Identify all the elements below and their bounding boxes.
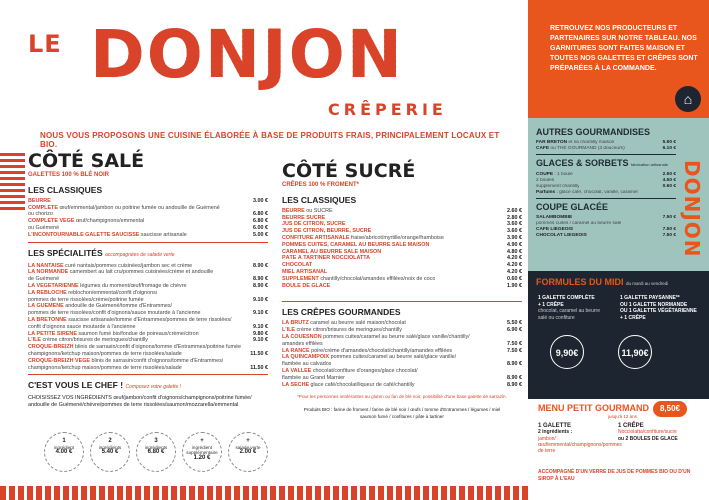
menu-item: pommes cuites / caramel au beurre salé <box>536 221 622 226</box>
glaces-list <box>536 172 676 196</box>
desserts-inner <box>536 124 676 239</box>
price-circle: 3 ingrédients 6.80 € <box>136 432 176 472</box>
formule-1: 1 GALETTE COMPLÈTE + 1 CRÊPE chocolat, caramel au beurre salé ou confiture <box>538 295 600 321</box>
coupe-title: COUPE GLACÉE <box>536 202 609 212</box>
menu-item: LA VALLÉE chocolat/confiture d'oranges/glace chocolat/ <box>282 367 418 374</box>
chef-title: C'EST VOUS LE CHEF ! Composez votre galette ! <box>28 380 182 391</box>
sale-specialites-list <box>28 263 268 372</box>
menu-item: COUPE : 1 boule 2.50 € <box>536 172 676 177</box>
menu-item: JUS DE CITRON, BEURRE, SUCRE 3.60 € <box>282 228 522 235</box>
chef-line-1: CHOISISSEZ VOS INGRÉDIENTS œuf/jambon/confit d'oignons/champignons/poitrine fumée/ <box>28 395 252 402</box>
menu-item: LA SÉCHE glace café/chocolat/liqueur de café/chantilly 8.90 € <box>282 381 522 388</box>
menu-item: JUS DE CITRON, SUCRE 3.60 € <box>282 221 522 228</box>
intro-text: NOUS VOUS PROPOSONS UNE CUISINE ÉLABORÉE À BASE DE PRODUITS FRAIS, PRINCIPALEMENT LOCAUX ET BIO. <box>40 131 500 149</box>
menu-item: CONFITURE ARTISANALE fraise/abricot/myrtille/orange/framboise 3.90 € <box>282 234 522 241</box>
promo-panel <box>528 0 709 118</box>
autres-title: AUTRES GOURMANDISES <box>536 127 651 137</box>
menu-item: LA QUINCAMPOIX pommes cuites/caramel au beurre salé/glace vanille/ <box>282 354 457 361</box>
formules-panel <box>528 271 709 399</box>
menu-item: L'ÎLE crème citron/brisures de meringues/chantilly 6.90 € <box>282 327 522 334</box>
promo-text: RETROUVEZ NOS PRODUCTEURS ET PARTENAIRES SUR NOTRE TABLEAU. NOS GARNITURES SONT FAITES MAISON ET TOUTES NOS GALETTES ET CRÊPES SONT PRÉPARÉES À LA COMMANDE. <box>550 25 698 72</box>
glaces-title: GLACES & SORBETS fabrication artisanale <box>536 158 668 168</box>
gluten-note: *Pour les personnes intolérantes au gluten ou fan de blé noir, possibilité d'une base galette de sarrazin. <box>297 394 507 400</box>
menu-item: LA RANCE poire/crème d'amandes/chocolat/chantilly/amandes effilées 7.50 € <box>282 347 522 354</box>
menu-item: LA REBLOCHE reblochon/emmental/confit d'oignons/ <box>28 289 158 296</box>
menu-item: COMPLÈTE VÉGÉ œuf/champignons/emmental 6.80 € <box>28 218 268 225</box>
formule-1-price: 9,90€ <box>550 335 584 369</box>
logo-le: LE <box>28 30 62 58</box>
menu-item: champignons/ketchup maison/pommes de terre rissolées/salade 11.50 € <box>28 350 268 357</box>
menu-item: LA NANTAISE curé nantais/pommes cuisinées/jambon sec et crème 8.90 € <box>28 262 268 269</box>
menu-item: POMMES CUITES, CARAMEL AU BEURRE SALÉ MAISON 4.90 € <box>282 241 522 248</box>
sucre-gourmandes-list <box>282 320 522 388</box>
sucre-gourmandes-title: LES CRÊPES GOURMANDES <box>282 307 401 318</box>
divider <box>536 154 676 155</box>
sucre-column <box>282 160 522 421</box>
menu-item: LA BRETONNE saucisse artisanale/tomme d'Entrammes/pommes de terre rissolées/ <box>28 316 232 323</box>
sale-specialites-title: LES SPÉCIALITÉS accompagnées de salade verte <box>28 247 175 258</box>
price-circle: 2 ingrédients 5.40 € <box>90 432 130 472</box>
menu-item: CAFÉ LIÉGEOIS 7.50 € <box>536 227 676 232</box>
sucre-classiques-list <box>282 208 522 290</box>
menu-item: SUPPLÉMENT chantilly/chocolat/amandes effilées/noix de coco 0.60 € <box>282 275 522 282</box>
menu-item: FAR BRETON et sa chantilly maison 5.90 € <box>536 140 676 145</box>
menu-item: flambée au calvados 8.90 € <box>282 361 522 368</box>
menu-item: LA VÉGÉTARIENNE légumes du moment/œuf/fromage de chèvre 8.90 € <box>28 282 268 289</box>
sucre-tag: CRÊPES 100 % FROMENT* <box>282 182 360 188</box>
menu-item: BEURRE SUCRE 2.80 € <box>282 214 522 221</box>
divider <box>28 374 268 375</box>
price-circle: 1 ingrédient 4.00 € <box>44 432 84 472</box>
menu-item: flambée au Grand Marnier 8.90 € <box>282 374 522 381</box>
menu-item: L'ÎLE crème citron/brisures de meringues/chantilly 9.10 € <box>28 337 268 344</box>
menu-item: LA NORMANDE camembert au lait cru/pommes cuisinées/crème et andouille <box>28 269 214 276</box>
menu-item: CHOCOLAT LIÉGEOIS 7.50 € <box>536 233 676 238</box>
sale-classiques-list <box>28 198 268 239</box>
menu-item: BEURRE 3.00 € <box>28 197 268 204</box>
menu-item: champignons/ketchup maison/pommes de terre rissolées/salade 11.50 € <box>28 364 268 371</box>
decor-stripes-bottom <box>0 486 530 500</box>
autres-list <box>536 140 676 152</box>
coupe-list <box>536 215 676 239</box>
mpg-age: jusqu'à 12 ans <box>608 414 637 419</box>
divider <box>28 242 268 243</box>
mpg-crepe: 1 CRÊPE Nocciolatta/confiture/sucre ou 2 BOULES DE GLACE <box>618 423 678 442</box>
sale-classiques-title: LES CLASSIQUES <box>28 184 103 195</box>
formule-2: 1 GALETTE PAYSANNE** OU 1 GALETTE NORMANDE OU 1 GALETTE VÉGÉTARIENNE + 1 CRÊPE <box>620 295 697 321</box>
sucre-classiques-title: LES CLASSIQUES <box>282 194 357 205</box>
decor-stripes-left <box>0 150 25 210</box>
menu-item: LA GUÉMENÉ andouille de Guémené/tomme d'Entrammes/ <box>28 303 173 310</box>
menu-item: Parfums : glace café, chocolat, vanille, caramel <box>536 190 638 195</box>
chef-price-circles <box>44 432 268 472</box>
house-icon: ⌂ <box>675 86 701 112</box>
mpg-title: MENU PETIT GOURMAND <box>538 403 649 413</box>
sale-title: CÔTÉ SALÉ <box>28 150 145 172</box>
side-brand: DONJON <box>680 160 704 258</box>
menu-item: LA COUESNON pommes cuites/caramel au beurre salé/glace vanille/chantilly/ <box>282 333 470 340</box>
menu-item: LA BRUTZ caramel au beurre salé maison/chocolat 5.50 € <box>282 320 522 327</box>
menu-item: ou chorizo 6.80 € <box>28 211 268 218</box>
menu-item: amandes effilées 7.50 € <box>282 340 522 347</box>
divider <box>536 198 676 199</box>
menu-petit-gourmand <box>528 399 709 500</box>
mpg-price: 8,50€ <box>653 401 687 417</box>
menu-item: confit d'oignons sauce moutarde à l'ancienne 9.10 € <box>28 323 268 330</box>
divider <box>282 301 522 302</box>
menu-item: 2 boules 4.50 € <box>536 178 676 183</box>
menu-item: CHOCOLAT 4.20 € <box>282 262 522 269</box>
formule-2-price: 11,90€ <box>618 335 652 369</box>
menu-item: CARAMEL AU BEURRE SALÉ MAISON 4.80 € <box>282 248 522 255</box>
menu-item: pommes de terre rissolées/confit d'oignons/sauce moutarde à l'ancienne 9.10 € <box>28 310 268 317</box>
bio-line: Produits BIO : farine de froment / farine de blé noir / œufs / tomme d'Entrammes / légumes / miel <box>303 407 501 413</box>
menu-item: PÂTE À TARTINER NOCCIOLATTA 4.20 € <box>282 255 522 262</box>
mpg-galette: 1 GALETTE 2 ingrédients : jambon/œuf/emmental/champignons/pommes de terre <box>538 423 622 455</box>
menu-item: ou Guémené 6.00 € <box>28 224 268 231</box>
logo-brand: DONJON <box>90 16 405 93</box>
menu-item: LA PETITE SIRÈNE saumon fumé bio/fondue de poireaux/crème/citron 9.80 € <box>28 330 268 337</box>
menu-item: de Guémené 8.90 € <box>28 276 268 283</box>
mpg-accompagnement: ACCOMPAGNÉ D'UN VERRE DE JUS DE POMMES BIO OU D'UN SIROP À L'EAU <box>538 469 691 482</box>
menu-item: SALAMBOMBIE 7.50 € <box>536 215 676 220</box>
price-circle: + ingrédient supplémentaire 1.20 € <box>182 432 222 472</box>
menu-item: supplément chantilly 0.60 € <box>536 184 676 189</box>
menu-item: MIEL ARTISANAL 4.20 € <box>282 268 522 275</box>
menu-item: L'INCONTOURNABLE GALETTE SAUCISSE saucisse artisanale 5.00 € <box>28 231 268 238</box>
chef-line-2: andouille de Guémené/chèvre/pommes de terre rissolées/saumon/mozzarella/emmental <box>28 402 239 409</box>
sale-tag: GALETTES 100 % BLÉ NOIR <box>28 172 110 178</box>
logo-sub: CRÊPERIE <box>328 100 447 119</box>
bio-line-2: saumon fumé / confitures / pâte à tartiner <box>360 413 444 419</box>
menu-item: CROQUE-BREIZH blinis de sarrasin/confit d'oignons/tomme d'Entrammes/poitrine fumée <box>28 344 241 351</box>
sale-column <box>28 150 268 409</box>
sucre-title: CÔTÉ SUCRÉ <box>282 160 416 182</box>
menu-item: CROQUE-BREIZH VÉGÉ blinis de sarrasin/confit d'oignons/tomme d'Entrammes/ <box>28 357 224 364</box>
menu-item: BEURRE ou SUCRE 2.60 € <box>282 207 522 214</box>
formules-title: FORMULES DU MIDI du mardi au vendredi <box>536 277 669 287</box>
menu-item: COMPLÈTE œuf/emmental/jambon ou poitrine fumée ou andouille de Guémené <box>28 204 220 211</box>
menu-item: BOULE DE GLACE 1.90 € <box>282 282 522 289</box>
price-circle: + salade verte 2.00 € <box>228 432 268 472</box>
menu-item: CAFÉ ou THÉ GOURMAND (3 douceurs) 6.10 € <box>536 146 676 151</box>
menu-item: pommes de terre rissolées/crème/poitrine fumée 9.10 € <box>28 296 268 303</box>
